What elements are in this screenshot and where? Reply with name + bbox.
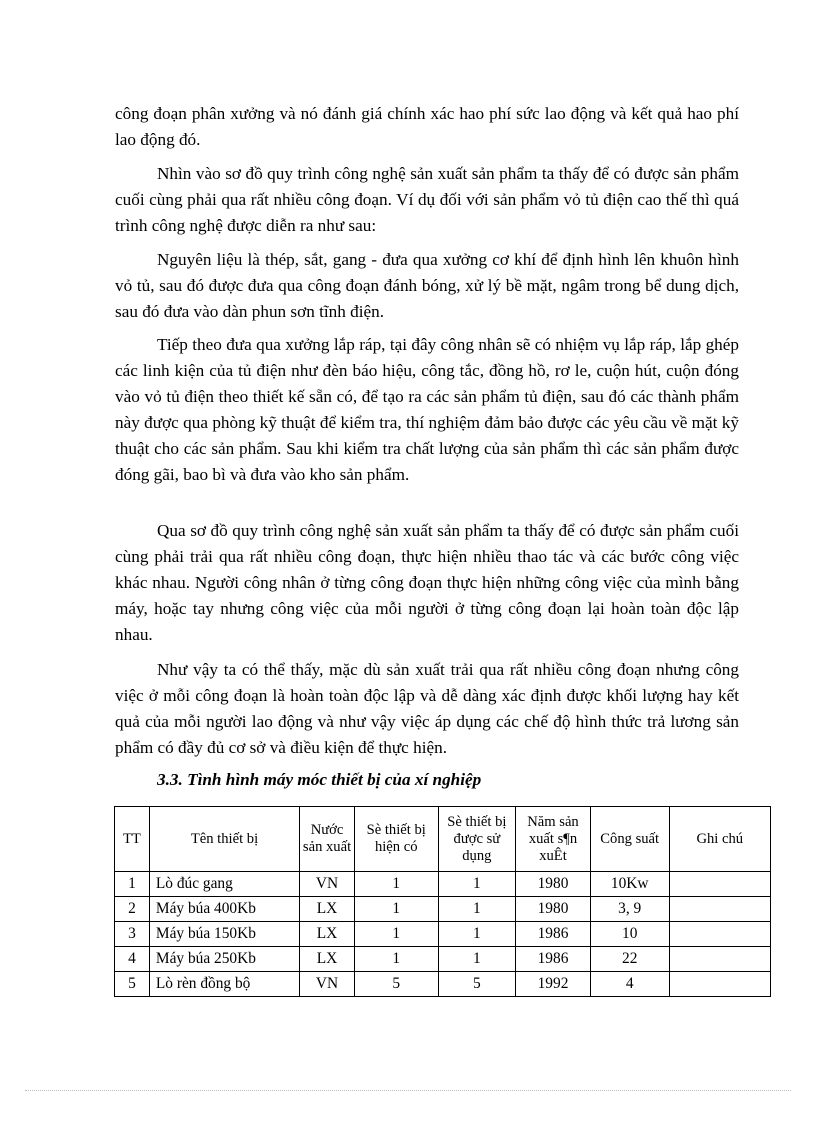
cell-power: 10Kw (590, 872, 669, 897)
cell-power: 4 (590, 972, 669, 997)
cell-count-existing: 1 (354, 947, 438, 972)
cell-tt: 1 (115, 872, 150, 897)
cell-tt: 3 (115, 922, 150, 947)
footer-dotted-divider (25, 1090, 791, 1091)
cell-year: 1986 (516, 947, 591, 972)
header-year: Năm sản xuất s¶n xuÊt (516, 807, 591, 872)
header-count-in-use: Sè thiết bị được sử dụng (438, 807, 516, 872)
cell-name: Lò rèn đồng bộ (149, 972, 299, 997)
cell-country: LX (300, 947, 355, 972)
cell-count-in-use: 1 (438, 947, 516, 972)
paragraph-4: Tiếp theo đưa qua xưởng lắp ráp, tại đây công nhân sẽ có nhiệm vụ lắp ráp, lắp ghép các linh kiện của tủ điện như đèn báo hiệu, công tắc, đồng hồ, rơ le, cuộn hút, cuộn đóng vào vỏ tủ điện theo thiết kế sẵn có, để tạo ra các sản phẩm tủ điện, sau đó các thành phẩm này được qua phòng kỹ thuật để kiểm tra, thí nghiệm đảm bảo được các yêu cầu về mặt kỹ thuật cho các sản phẩm. Sau khi kiểm tra chất lượng của sản phẩm thì các sản phẩm được đóng gãi, bao bì và đưa vào kho sản phẩm. (115, 335, 739, 484)
table-row (115, 872, 771, 897)
cell-power: 3, 9 (590, 897, 669, 922)
cell-count-existing: 5 (354, 972, 438, 997)
table-row (115, 922, 771, 947)
header-count-existing: Sè thiết bị hiện có (354, 807, 438, 872)
cell-note (669, 972, 770, 997)
table-row (115, 947, 771, 972)
table-row (115, 972, 771, 997)
cell-name: Máy búa 400Kb (149, 897, 299, 922)
cell-count-existing: 1 (354, 922, 438, 947)
cell-note (669, 872, 770, 897)
table-row (115, 897, 771, 922)
header-name: Tên thiết bị (149, 807, 299, 872)
cell-power: 22 (590, 947, 669, 972)
cell-count-in-use: 1 (438, 922, 516, 947)
paragraph-5: Qua sơ đồ quy trình công nghệ sản xuất sản phẩm ta thấy để có được sản phẩm cuối cùng phải trải qua rất nhiều công đoạn, thực hiện nhiều thao tác và các bước công việc khác nhau. Người công nhân ở từng công đoạn thực hiện những công việc của mình bằng máy, hoặc tay nhưng công việc của mỗi người ở từng công đoạn lại hoàn toàn độc lập nhau. (115, 521, 739, 644)
header-country: Nước sản xuất (300, 807, 355, 872)
header-power: Công suất (590, 807, 669, 872)
cell-country: LX (300, 897, 355, 922)
cell-tt: 2 (115, 897, 150, 922)
cell-note (669, 897, 770, 922)
cell-tt: 4 (115, 947, 150, 972)
paragraph-3: Nguyên liệu là thép, sắt, gang - đưa qua xưởng cơ khí để định hình lên khuôn hình vỏ tủ, sau đó được đưa qua công đoạn đánh bóng, xử lý bề mặt, ngâm trong bể dung dịch, sau đó đưa vào dàn phun sơn tĩnh điện. (115, 250, 739, 321)
cell-country: VN (300, 872, 355, 897)
cell-count-in-use: 1 (438, 897, 516, 922)
cell-year: 1986 (516, 922, 591, 947)
cell-country: LX (300, 922, 355, 947)
cell-country: VN (300, 972, 355, 997)
section-heading: 3.3. Tình hình máy móc thiết bị của xí nghiệp (157, 770, 482, 789)
equipment-table (114, 806, 771, 997)
cell-year: 1980 (516, 897, 591, 922)
cell-name: Máy búa 150Kb (149, 922, 299, 947)
cell-name: Máy búa 250Kb (149, 947, 299, 972)
cell-tt: 5 (115, 972, 150, 997)
cell-count-existing: 1 (354, 897, 438, 922)
cell-note (669, 947, 770, 972)
cell-count-in-use: 1 (438, 872, 516, 897)
cell-year: 1980 (516, 872, 591, 897)
header-note: Ghi chú (669, 807, 770, 872)
cell-power: 10 (590, 922, 669, 947)
paragraph-1: công đoạn phân xưởng và nó đánh giá chính xác hao phí sức lao động và kết quả hao phí lao động đó. (115, 104, 739, 149)
cell-name: Lò đúc gang (149, 872, 299, 897)
cell-count-existing: 1 (354, 872, 438, 897)
paragraph-2: Nhìn vào sơ đồ quy trình công nghệ sản xuất sản phẩm ta thấy để có được sản phẩm cuối cùng phải qua rất nhiều công đoạn. Ví dụ đối với sản phẩm vỏ tủ điện cao thế thì quá trình công nghệ được diễn ra như sau: (115, 164, 739, 235)
cell-count-in-use: 5 (438, 972, 516, 997)
paragraph-6: Như vậy ta có thể thấy, mặc dù sản xuất trải qua rất nhiều công đoạn nhưng công việc ở mỗi công đoạn là hoàn toàn độc lập và dễ dàng xác định được khối lượng hay kết quả của mỗi người lao động và như vậy việc áp dụng các chế độ hình thức trả lương sản phẩm có đầy đủ cơ sở và điều kiện để thực hiện. (115, 660, 739, 757)
header-tt: TT (115, 807, 150, 872)
table-header-row (115, 807, 771, 872)
cell-year: 1992 (516, 972, 591, 997)
cell-note (669, 922, 770, 947)
